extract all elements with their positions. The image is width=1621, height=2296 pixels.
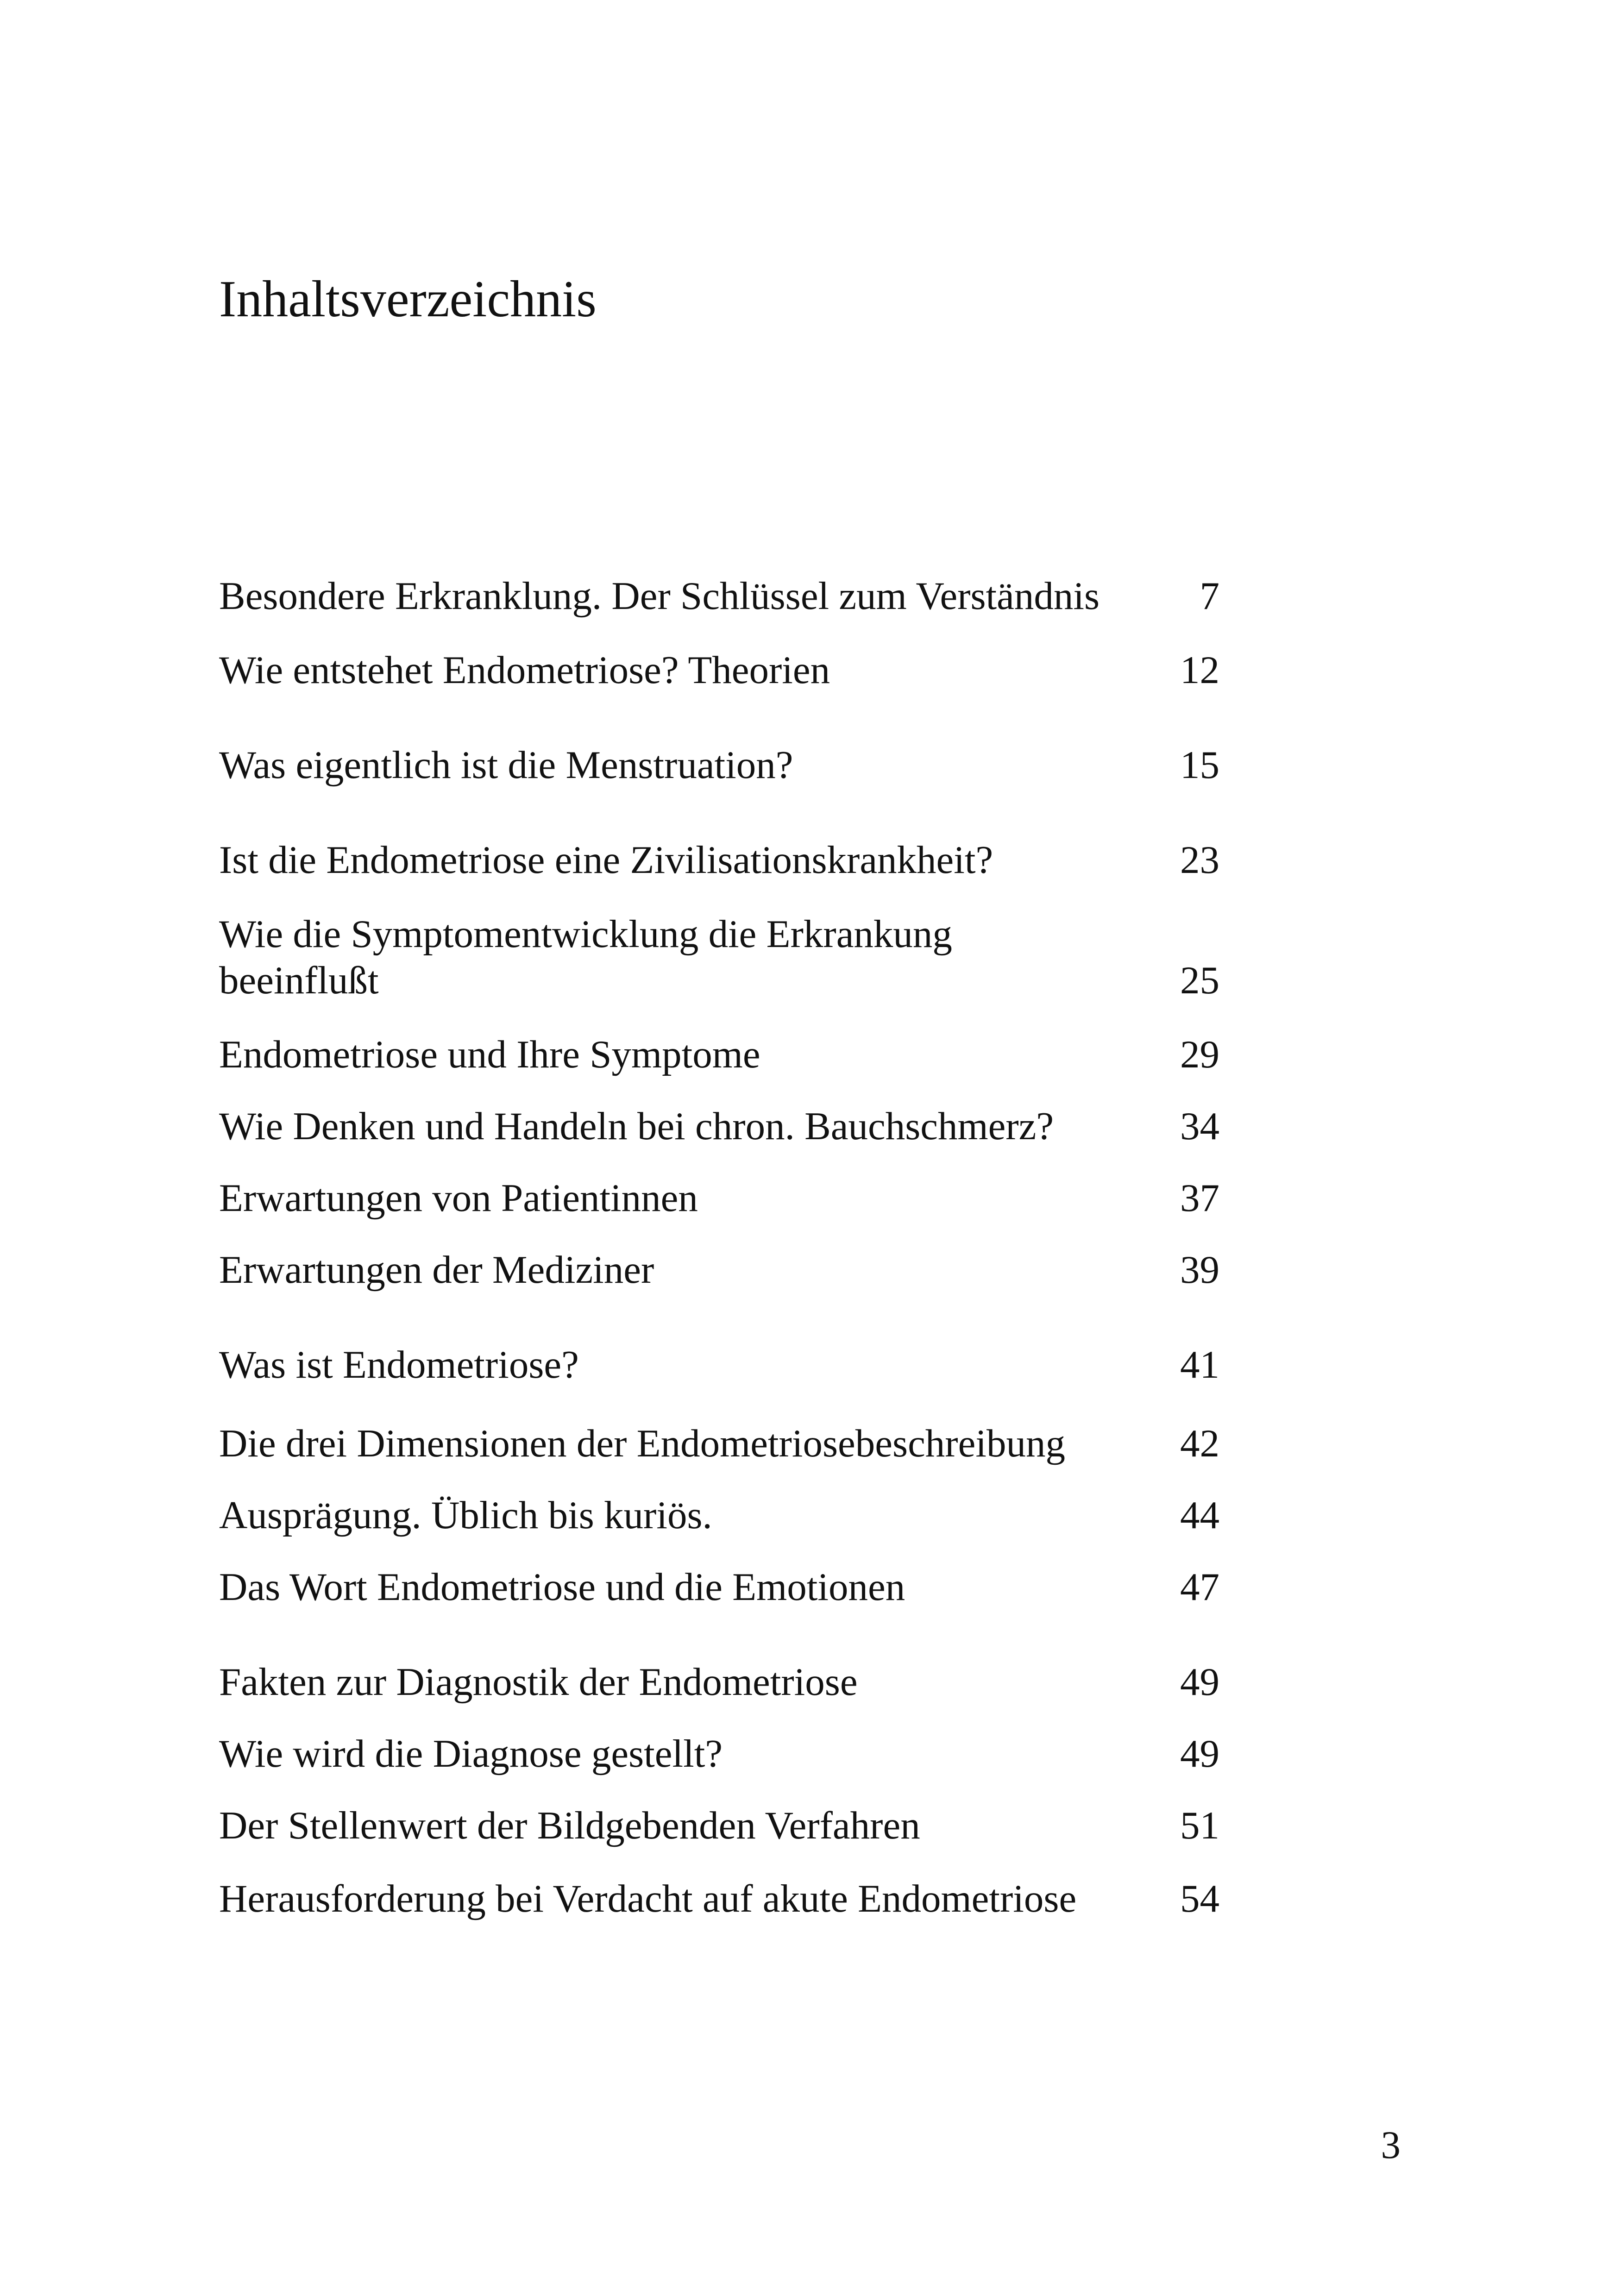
toc-entry-title: Der Stellenwert der Bildgebenden Verfahren	[219, 1804, 920, 1847]
toc-entry-page: 12	[1180, 648, 1219, 692]
toc-entry-title: Erwartungen von Patientinnen	[219, 1176, 698, 1220]
toc-entry-page: 23	[1180, 838, 1219, 882]
toc-entry-page: 47	[1180, 1565, 1219, 1609]
toc-entry-page: 51	[1180, 1804, 1219, 1847]
toc-entry-title: Besondere Erkranklung. Der Schlüssel zum Verständnis	[219, 574, 1100, 618]
table-of-contents	[219, 0, 1219, 2296]
toc-entry-title: Was eigentlich ist die Menstruation?	[219, 743, 793, 787]
page-number: 3	[1381, 2123, 1401, 2167]
toc-entry-page: 29	[1180, 1033, 1219, 1076]
toc-entry-title: Was ist Endometriose?	[219, 1343, 579, 1386]
toc-entry-title: Wie die Symptomentwicklung die Erkrankung	[219, 912, 952, 956]
toc-entry-title: Herausforderung bei Verdacht auf akute Endometriose	[219, 1877, 1077, 1920]
toc-entry-title: Ist die Endometriose eine Zivilisationskrankheit?	[219, 838, 993, 882]
toc-entry-page: 39	[1180, 1248, 1219, 1292]
toc-entry-title: Die drei Dimensionen der Endometriosebeschreibung	[219, 1422, 1065, 1465]
toc-entry-page: 37	[1180, 1176, 1219, 1220]
toc-entry-title: Das Wort Endometriose und die Emotionen	[219, 1565, 905, 1609]
toc-entry-page: 15	[1180, 743, 1219, 787]
toc-entry-title: Fakten zur Diagnostik der Endometriose	[219, 1660, 858, 1704]
toc-entry-page: 54	[1180, 1877, 1219, 1920]
toc-entry-title: Wie wird die Diagnose gestellt?	[219, 1732, 723, 1775]
toc-entry-page: 49	[1180, 1732, 1219, 1775]
page-title: Inhaltsverzeichnis	[219, 270, 597, 328]
toc-entry-page: 41	[1180, 1343, 1219, 1386]
toc-entry-page: 25	[1180, 959, 1219, 1002]
toc-entry-title: Ausprägung. Üblich bis kuriös.	[219, 1493, 712, 1537]
toc-entry-page: 49	[1180, 1660, 1219, 1704]
toc-entry-title-continued: beeinflußt	[219, 959, 379, 1002]
toc-entry-title: Endometriose und Ihre Symptome	[219, 1033, 760, 1076]
toc-entry-page: 34	[1180, 1104, 1219, 1148]
toc-entry-title: Wie entstehet Endometriose? Theorien	[219, 648, 830, 692]
toc-entry-page: 7	[1200, 574, 1219, 618]
toc-entry-page: 42	[1180, 1422, 1219, 1465]
toc-entry-title: Erwartungen der Mediziner	[219, 1248, 654, 1292]
toc-entry-page: 44	[1180, 1493, 1219, 1537]
toc-entry-title: Wie Denken und Handeln bei chron. Bauchschmerz?	[219, 1104, 1054, 1148]
